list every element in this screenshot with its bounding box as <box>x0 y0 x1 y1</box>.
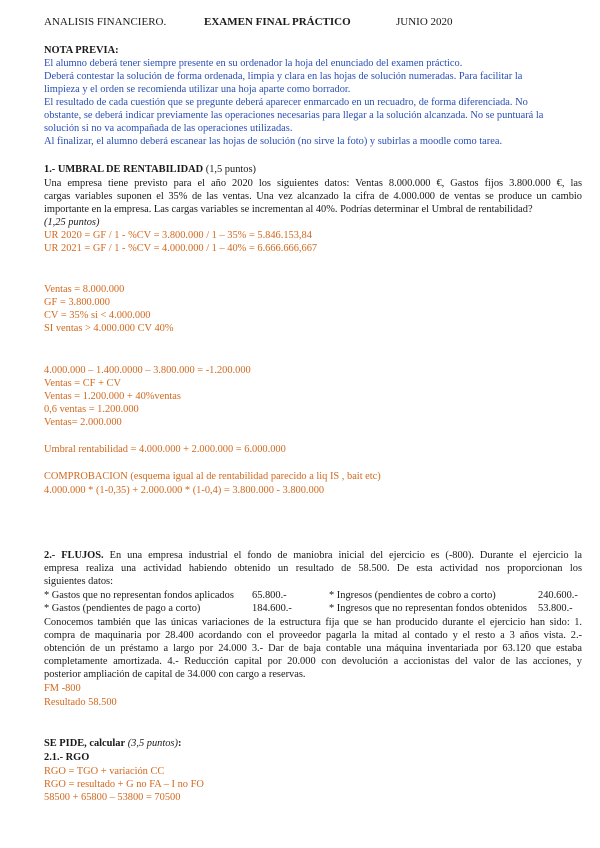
q1-answer-data: Ventas = 8.000.000 <box>44 284 125 295</box>
se-pide-title: SE PIDE, calcular <box>44 738 126 749</box>
q1-answer-ur: UR 2020 = GF / 1 - %CV = 3.800.000 / 1 – 35% = 5.846.153,84 <box>44 230 312 241</box>
se-pide-colon: : <box>177 738 182 749</box>
q1-statement-line: importante en la empresa. Las cargas variables se incrementan al 40%. Podrías determinar el Umbral de rentabilidad? <box>44 204 533 215</box>
q2-item-value: 53.800.- <box>538 603 573 614</box>
q1-statement-points: (1,25 puntos) <box>44 217 100 228</box>
q2-variation-line: Conocemos también que las únicas variaciones de la estructura fija que se han producido durante el ejercicio han sido: 1. <box>44 617 582 628</box>
note-line: obstante, se deberá indicar previamente las operaciones necesarias para llegar a la solución alcanzada. No se puntuará la <box>44 110 544 121</box>
q1-title: 1.- UMBRAL DE RENTABILIDAD <box>44 164 204 175</box>
q1-heading <box>44 163 256 176</box>
note-line: Deberá contestar la solución de forma ordenada, limpia y clara en las hojas de solución numeradas. Para facilitar la <box>44 71 523 82</box>
q2-item-value: 240.600.- <box>538 590 578 601</box>
q1-answer-calc: Ventas = CF + CV <box>44 378 121 389</box>
q2-variation-line: compra de maquinaria por 28.400 acordando con el proveedor pagarla la mitad al contado y el resto a 3 años vista. 2.- <box>44 630 582 641</box>
q1-comprobacion-calc: 4.000.000 * (1-0,35) + 2.000.000 * (1-0,4) = 3.800.000 - 3.800.000 <box>44 485 325 496</box>
note-line: El resultado de cada cuestión que se pregunte deberá aparecer enmarcado en un recuadro, de forma diferenciada. No <box>44 97 528 108</box>
rgo-answer-line: RGO = TGO + variación CC <box>44 766 165 777</box>
q2-intro-line: empresa realiza una actividad habiendo obtenido un resultado de 58.500. De esta actividad nos proporcionan los <box>44 563 582 574</box>
note-title: NOTA PREVIA: <box>44 45 119 56</box>
se-pide-heading <box>44 737 181 750</box>
q2-answer: FM -800 <box>44 683 81 694</box>
q2-item-value: 65.800.- <box>252 590 287 601</box>
q1-answer-calc: 0,6 ventas = 1.200.000 <box>44 404 139 415</box>
header-date: JUNIO 2020 <box>396 16 453 28</box>
q1-answer-data: SI ventas > 4.000.000 CV 40% <box>44 323 174 334</box>
note-line: Al finalizar, el alumno deberá escanear las hojas de solución (no sirve la foto) y subirlas a moodle como tarea. <box>44 136 503 147</box>
rgo-answer-line: RGO = resultado + G no FA – I no FO <box>44 779 204 790</box>
q1-answer-calc: Ventas= 2.000.000 <box>44 417 122 428</box>
se-pide-points: (3,5 puntos) <box>127 738 178 749</box>
q1-statement-line: Una empresa tiene previsto para el año 2020 los siguientes datos: Ventas 8.000.000 €, Gastos fijos 3.800.000 €, las <box>44 178 582 189</box>
q2-item-label: * Ingresos (pendientes de cobro a corto) <box>329 590 496 601</box>
se-pide-subtitle: 2.1.- RGO <box>44 752 90 763</box>
q2-variation-line: completamente amortizada. 4.- Reducción capital por 20.000 con devolución a accionistas del valor de las acciones, y <box>44 656 582 667</box>
q1-answer-data: CV = 35% si < 4.000.000 <box>44 310 151 321</box>
q2-item-label: * Ingresos que no representan fondos obtenidos <box>329 603 527 614</box>
rgo-answer-line: 58500 + 65800 – 53800 = 70500 <box>44 792 181 803</box>
q1-answer-data: GF = 3.800.000 <box>44 297 110 308</box>
q2-title: 2.- FLUJOS. <box>44 550 104 561</box>
q2-variation-line: posterior ampliación de capital de 34.000 con cargo a reservas. <box>44 669 306 680</box>
q2-intro-line <box>44 549 582 562</box>
q1-answer-ur: UR 2021 = GF / 1 - %CV = 4.000.000 / 1 – 40% = 6.666.666,667 <box>44 243 318 254</box>
note-line: limpieza y el orden se recomienda utilizar una hoja aparte como borrador. <box>44 84 351 95</box>
q1-answer-calc: Ventas = 1.200.000 + 40%ventas <box>44 391 181 402</box>
q1-answer-calc: 4.000.000 – 1.400.0000 – 3.800.000 = -1.200.000 <box>44 365 251 376</box>
note-line: solución si no va acompañada de las operaciones utilizadas. <box>44 123 293 134</box>
q1-comprobacion: COMPROBACION (esquema igual al de rentabilidad parecido a liq IS , bait etc) <box>44 471 381 482</box>
header-subject: ANALISIS FINANCIERO. <box>44 16 167 28</box>
q2-item-label: * Gastos (pendientes de pago a corto) <box>44 603 201 614</box>
header-exam: EXAMEN FINAL PRÁCTICO <box>204 16 351 28</box>
q2-item-label: * Gastos que no representan fondos aplicados <box>44 590 234 601</box>
q2-answer: Resultado 58.500 <box>44 697 117 708</box>
q1-umbral: Umbral rentabilidad = 4.000.000 + 2.000.000 = 6.000.000 <box>44 444 286 455</box>
q1-statement-line: cargas variables suponen el 35% de las ventas. Una vez alcanzado la cifra de 4.000.000 de ventas se produce un cambio <box>44 191 582 202</box>
q2-variation-line: obtención de un préstamo a largo por 24.000 3.- Dar de baja contable una máquina inventariada por 63.120 que estaba <box>44 643 582 654</box>
q2-intro-line: siguientes datos: <box>44 576 113 587</box>
note-line: El alumno deberá tener siempre presente en su ordenador la hoja del enunciado del examen práctico. <box>44 58 463 69</box>
q2-intro-text: En una empresa industrial el fondo de maniobra inicial del ejercicio es (-800). Durante el ejercicio la <box>109 550 582 561</box>
q2-item-value: 184.600.- <box>252 603 292 614</box>
q1-points: (1,5 puntos) <box>205 164 256 175</box>
